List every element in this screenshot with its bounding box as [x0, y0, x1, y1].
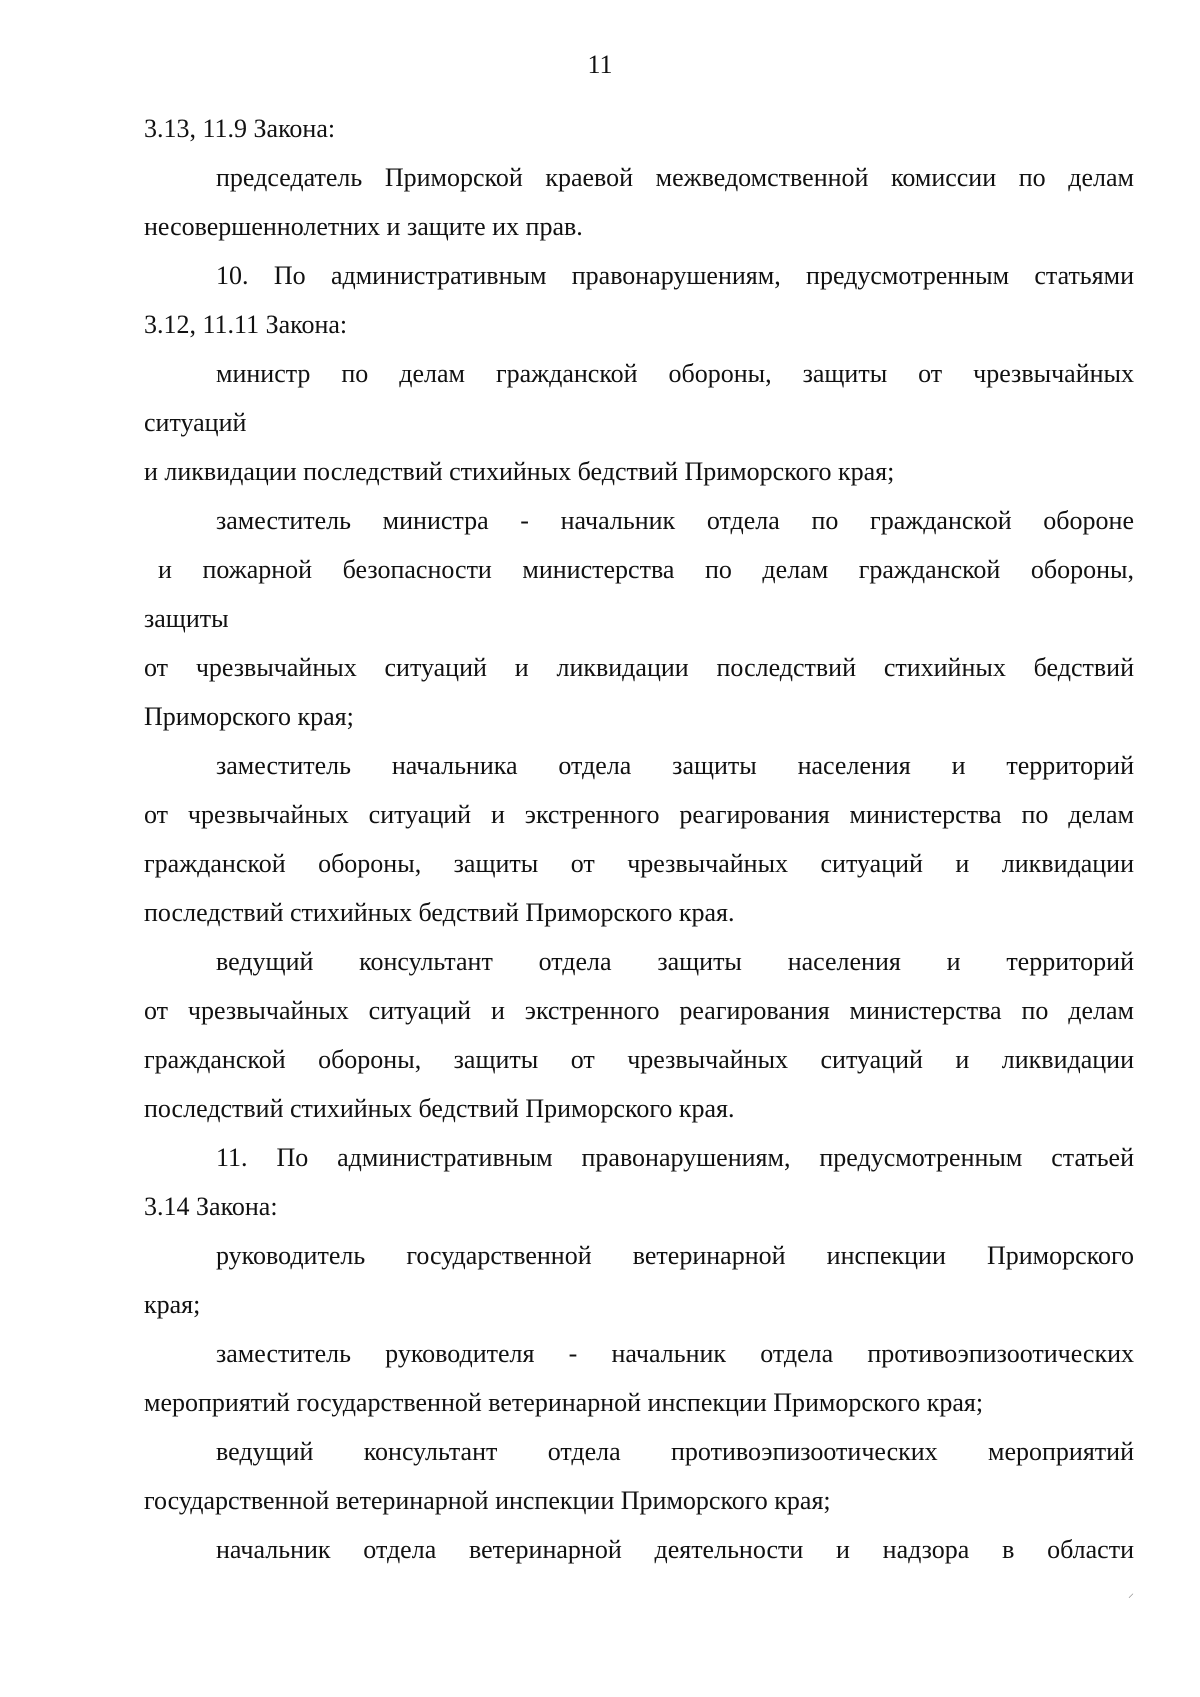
text-line: 3.12, 11.11 Закона: [144, 310, 348, 339]
text-line: от чрезвычайных ситуаций и экстренного реагирования министерства по делам [144, 996, 1134, 1025]
text-line: 3.13, 11.9 Закона: [144, 114, 336, 143]
text-line: 3.14 Закона: [144, 1192, 278, 1221]
scan-speck-decoration: ⸝ [1128, 1586, 1135, 1600]
text-line: министр по делам гражданской обороны, защиты от чрезвычайных [216, 359, 1134, 388]
text-line: 10. По административным правонарушениям, предусмотренным статьями [216, 261, 1134, 290]
text-line: ситуаций [144, 408, 247, 437]
text-line: 11. По административным правонарушениям, предусмотренным статьей [216, 1143, 1134, 1172]
text-line: защиты [144, 604, 229, 633]
text-line: от чрезвычайных ситуаций и ликвидации последствий стихийных бедствий [144, 653, 1134, 682]
text-line: и ликвидации последствий стихийных бедствий Приморского края; [144, 457, 895, 486]
text-line: последствий стихийных бедствий Приморского края. [144, 898, 735, 927]
text-line: руководитель государственной ветеринарной инспекции Приморского [216, 1241, 1134, 1270]
text-line: ведущий консультант отдела защиты населения и территорий [216, 947, 1134, 976]
text-line: ведущий консультант отдела противоэпизоотических мероприятий [216, 1437, 1134, 1466]
text-line: заместитель министра - начальник отдела по гражданской обороне [216, 506, 1134, 535]
text-line: государственной ветеринарной инспекции Приморского края; [144, 1486, 831, 1515]
text-line: гражданской обороны, защиты от чрезвычайных ситуаций и ликвидации [144, 849, 1134, 878]
text-line: гражданской обороны, защиты от чрезвычайных ситуаций и ликвидации [144, 1045, 1134, 1074]
text-line: от чрезвычайных ситуаций и экстренного реагирования министерства по делам [144, 800, 1134, 829]
text-line: заместитель руководителя - начальник отдела противоэпизоотических [216, 1339, 1134, 1368]
text-line: заместитель начальника отдела защиты населения и территорий [216, 751, 1134, 780]
text-line: и пожарной безопасности министерства по делам гражданской обороны, [158, 555, 1134, 584]
text-line: последствий стихийных бедствий Приморского края. [144, 1094, 735, 1123]
text-line: начальник отдела ветеринарной деятельности и надзора в области [216, 1535, 1134, 1564]
text-line: председатель Приморской краевой межведомственной комиссии по делам [216, 163, 1134, 192]
text-line: мероприятий государственной ветеринарной инспекции Приморского края; [144, 1388, 984, 1417]
text-line: Приморского края; [144, 702, 354, 731]
page-number: 11 [587, 50, 613, 79]
text-line: несовершеннолетних и защите их прав. [144, 212, 583, 241]
text-line: края; [144, 1290, 201, 1319]
document-body [144, 104, 1134, 1574]
